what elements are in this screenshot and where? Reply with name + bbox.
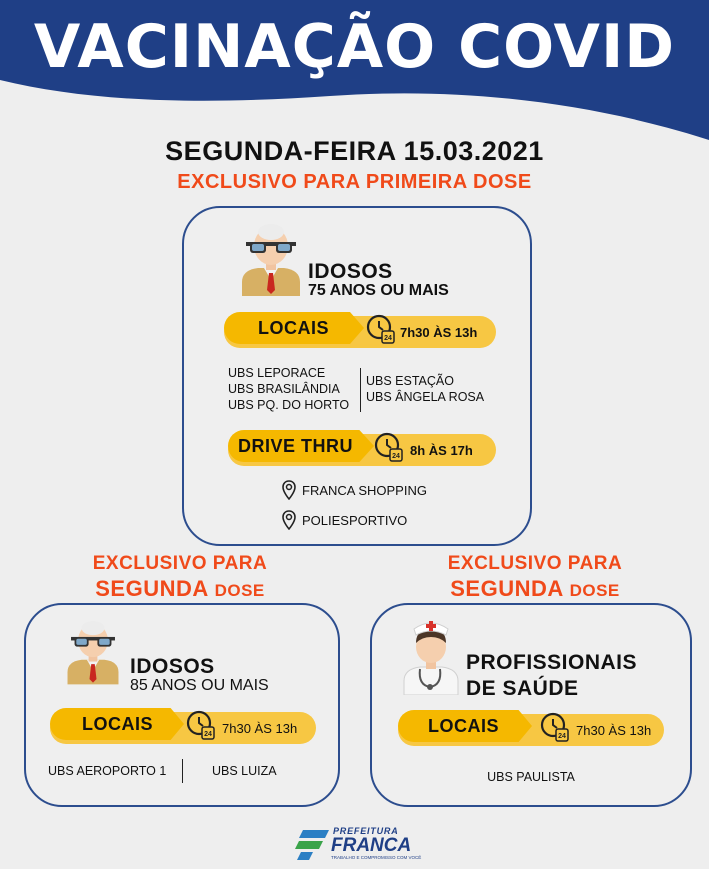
second-dose-elderly-card xyxy=(24,603,340,807)
svg-text:24: 24 xyxy=(384,335,392,342)
logo-top-text: PREFEITURA xyxy=(333,826,399,836)
svg-text:24: 24 xyxy=(204,731,212,738)
first-dose-card xyxy=(182,206,532,546)
page-title: VACINAÇÃO COVID xyxy=(33,12,676,82)
second-dose-label: SEGUNDA DOSE xyxy=(95,576,265,601)
group-title: IDOSOS xyxy=(130,655,215,678)
ubs-item: UBS LUIZA xyxy=(212,764,277,778)
clock-24h-icon xyxy=(186,710,216,740)
location-pin-icon xyxy=(282,480,296,500)
drive-thru-label: DRIVE THRU xyxy=(238,436,354,456)
second-dose-label: SEGUNDA DOSE xyxy=(450,576,620,601)
location-pin-icon xyxy=(282,510,296,530)
locais-label: LOCAIS xyxy=(428,716,500,736)
ubs-item: UBS ÂNGELA ROSA xyxy=(366,390,485,404)
drive-thru-time: 8h ÀS 17h xyxy=(410,443,473,458)
svg-text:24: 24 xyxy=(392,453,400,460)
date-heading: SEGUNDA-FEIRA 15.03.2021 xyxy=(165,136,544,166)
group-subtitle: 75 ANOS OU MAIS xyxy=(308,282,449,299)
clock-24h-icon xyxy=(540,712,570,742)
logo-main-text: FRANCA xyxy=(331,835,412,856)
ubs-list-left xyxy=(228,365,349,413)
elderly-man-icon xyxy=(64,617,122,685)
ubs-item: UBS ESTAÇÃO xyxy=(366,374,454,388)
locais-time: 7h30 ÀS 13h xyxy=(576,723,652,738)
group-title: IDOSOS xyxy=(308,260,393,283)
logo-mark-icon xyxy=(295,828,331,862)
ubs-item: UBS AEROPORTO 1 xyxy=(48,764,167,778)
elderly-man-icon xyxy=(238,220,304,296)
group-title: PROFISSIONAIS xyxy=(466,651,638,674)
ubs-item: UBS PQ. DO HORTO xyxy=(228,398,350,412)
logo-tagline: TRABALHO E COMPROMISSO COM VOCÊ xyxy=(331,855,422,860)
drive-thru-location: FRANCA SHOPPING xyxy=(302,483,427,498)
clock-24h-icon xyxy=(374,432,404,462)
locais-time: 7h30 ÀS 13h xyxy=(400,325,478,340)
list-divider xyxy=(182,759,183,783)
nurse-icon xyxy=(400,615,462,695)
locais-time: 7h30 ÀS 13h xyxy=(222,721,298,736)
ubs-item: UBS PAULISTA xyxy=(487,770,575,784)
drive-thru-location: POLIESPORTIVO xyxy=(302,513,408,528)
prefeitura-franca-logo xyxy=(295,826,422,862)
second-dose-health-workers-card xyxy=(370,603,692,807)
locais-label: LOCAIS xyxy=(258,318,330,338)
first-dose-subtitle: EXCLUSIVO PARA PRIMEIRA DOSE xyxy=(177,171,532,193)
second-dose-heading xyxy=(24,553,336,602)
ubs-item: UBS BRASILÂNDIA xyxy=(228,382,340,396)
group-subtitle: 85 ANOS OU MAIS xyxy=(130,677,269,694)
ubs-item: UBS LEPORACE xyxy=(228,366,326,380)
list-divider xyxy=(360,368,361,412)
svg-text:24: 24 xyxy=(558,733,566,740)
second-dose-heading xyxy=(376,553,694,602)
group-title: DE SAÚDE xyxy=(466,677,579,700)
exclusive-label: EXCLUSIVO PARA xyxy=(92,553,268,574)
exclusive-label: EXCLUSIVO PARA xyxy=(447,553,623,574)
clock-24h-icon xyxy=(366,314,396,344)
locais-label: LOCAIS xyxy=(82,714,154,734)
ubs-list-right xyxy=(366,373,484,405)
